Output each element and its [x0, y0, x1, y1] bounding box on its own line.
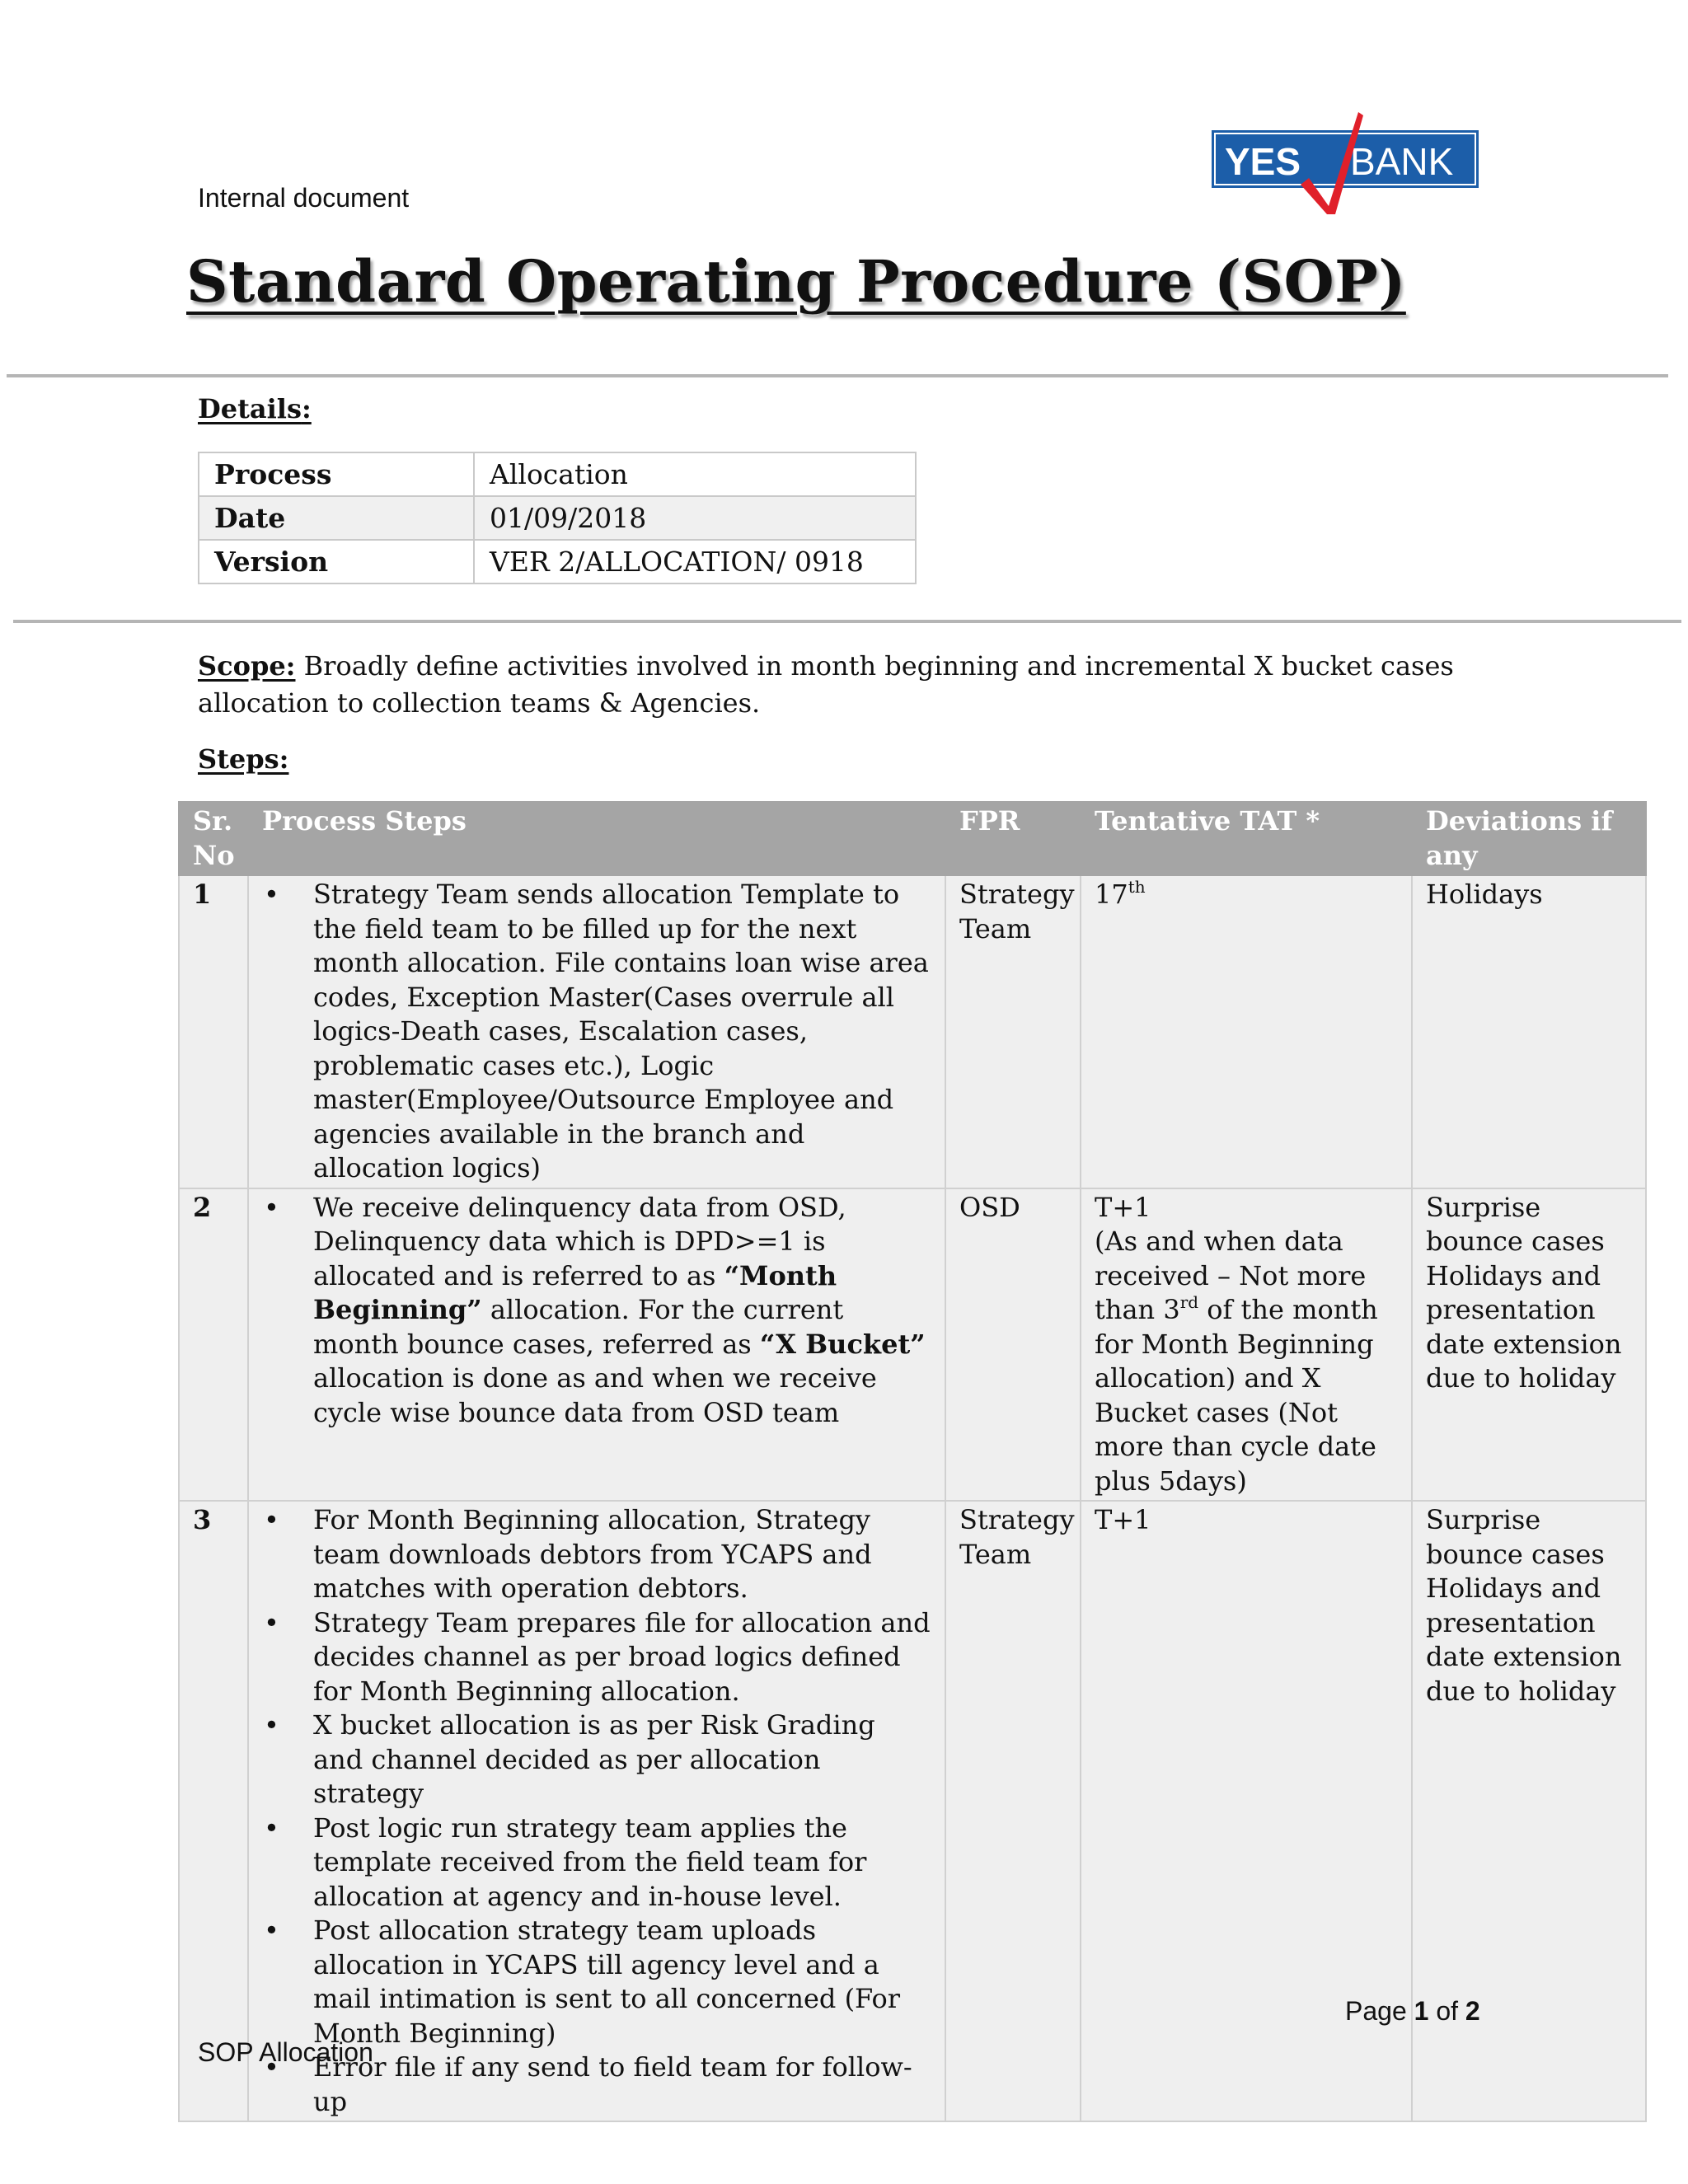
tat-cell: T+1: [1081, 1501, 1412, 2121]
details-row: [199, 452, 916, 496]
details-heading: Details:: [198, 393, 312, 424]
details-value: 01/09/2018: [474, 496, 916, 540]
details-key: Version: [199, 540, 474, 583]
process-steps-cell: [248, 1501, 945, 2121]
document-classification: Internal document: [198, 183, 410, 213]
yes-bank-logo: [1212, 107, 1484, 214]
table-row: [179, 1188, 1646, 1502]
steps-heading: Steps:: [198, 743, 289, 775]
details-row: [199, 540, 916, 583]
logo-yes-text: YES: [1225, 140, 1301, 183]
process-bullet: • For Month Beginning allocation, Strategy team downloads debtors from YCAPS and matches with operation debtors.: [313, 1503, 931, 1606]
steps-table: [178, 801, 1647, 2122]
details-value: VER 2/ALLOCATION/ 0918: [474, 540, 916, 583]
process-bullet: • Post logic run strategy team applies the template received from the field team for allocation at agency and in-house level.: [313, 1811, 931, 1915]
details-key: Date: [199, 496, 474, 540]
process-bullet: • Post allocation strategy team uploads allocation in YCAPS till agency level and a mail intimation is sent to all concerned (For Month Beginning): [313, 1914, 931, 2050]
scope-text: Broadly define activities involved in month beginning and incremental X bucket cases allocation to collection teams & Agencies.: [198, 650, 1454, 719]
deviations-cell: Holidays: [1412, 875, 1646, 1188]
details-key: Process: [199, 452, 474, 496]
step-number: 2: [179, 1188, 248, 1502]
step-number: 1: [179, 875, 248, 1188]
process-steps-cell: [248, 875, 945, 1188]
details-row: [199, 496, 916, 540]
col-header-deviations: Deviations if any: [1412, 802, 1646, 875]
tat-cell: T+1 (As and when data received – Not more than 3rd of the month for Month Beginning allocation) and X Bucket cases (Not more than cycle date plus 5days): [1081, 1188, 1412, 1502]
deviations-cell: Surprise bounce cases Holidays and presentation date extension due to holiday: [1412, 1501, 1646, 2121]
deviations-cell: Surprise bounce cases Holidays and presentation date extension due to holiday: [1412, 1188, 1646, 1502]
page-number: Page 1 of 2: [1345, 1996, 1480, 2026]
process-bullet: • Strategy Team prepares file for allocation and decides channel as per broad logics defined for Month Beginning allocation.: [313, 1606, 931, 1709]
col-header-fpr: FPR: [945, 802, 1081, 875]
details-value: Allocation: [474, 452, 916, 496]
divider: [13, 620, 1681, 623]
process-bullet: • We receive delinquency data from OSD, Delinquency data which is DPD>=1 is allocated and is referred to as “Month Beginning” allocation. For the current month bounce cases, referred as “X Bucket” allocation is done as and when we receive cycle wise bounce data from OSD team: [313, 1191, 931, 1431]
divider: [7, 374, 1668, 377]
details-table: [198, 452, 917, 584]
fpr-cell: Strategy Team: [945, 1501, 1081, 2121]
logo-bank-text: BANK: [1350, 140, 1454, 183]
process-steps-cell: [248, 1188, 945, 1502]
col-header-process: Process Steps: [248, 802, 945, 875]
process-bullet: • X bucket allocation is as per Risk Grading and channel decided as per allocation strategy: [313, 1708, 931, 1811]
page-title: Standard Operating Procedure (SOP): [186, 247, 1406, 316]
footer-doc-name: SOP Allocation: [198, 2037, 373, 2067]
fpr-cell: Strategy Team: [945, 875, 1081, 1188]
tat-cell: 17th: [1081, 875, 1412, 1188]
col-header-sr: Sr. No: [179, 802, 248, 875]
process-bullet: • Error file if any send to field team for follow-up: [313, 2050, 931, 2119]
steps-header-row: [179, 802, 1646, 875]
table-row: [179, 875, 1646, 1188]
scope-paragraph: [198, 648, 1484, 722]
col-header-tat: Tentative TAT *: [1081, 802, 1412, 875]
table-row: [179, 1501, 1646, 2121]
scope-label: Scope:: [198, 650, 296, 682]
fpr-cell: OSD: [945, 1188, 1081, 1502]
step-number: 3: [179, 1501, 248, 2121]
process-bullet: • Strategy Team sends allocation Template to the field team to be filled up for the next month allocation. File contains loan wise area codes, Exception Master(Cases overrule all logics-Death cases, Escalation cases, problematic cases etc.), Logic master(Employee/Outsource Employee and agencies available in the branch and allocation logics): [313, 878, 931, 1186]
